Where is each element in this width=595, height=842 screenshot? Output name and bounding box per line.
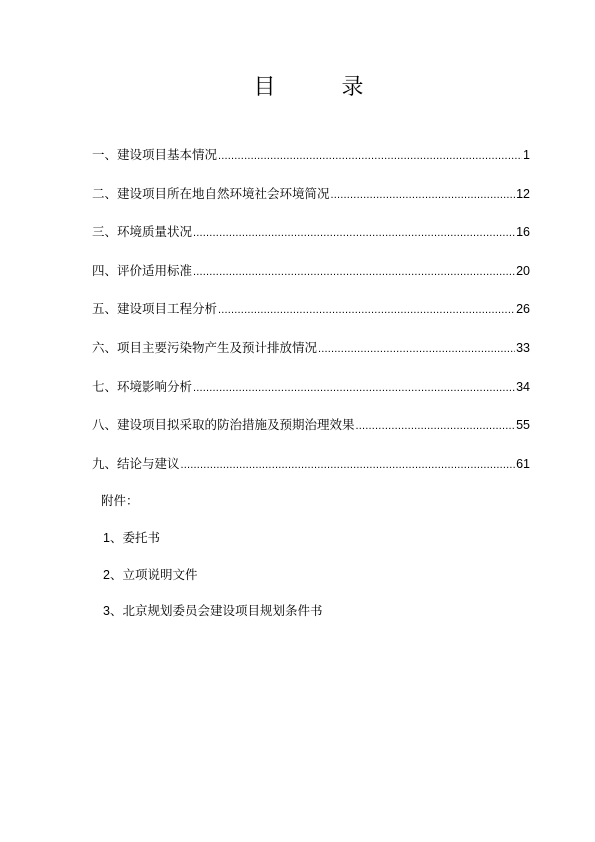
toc-dot-leader: [193, 262, 515, 282]
page-title: 目 录: [253, 75, 386, 100]
attachment-number: 1: [103, 531, 110, 545]
toc-entry-label: 五、建设项目工程分析: [92, 301, 218, 317]
toc-entry-page: 61: [516, 456, 530, 471]
toc-dot-leader: [218, 300, 515, 320]
toc-entry-page: 16: [516, 225, 530, 240]
toc-entry-page: 34: [516, 379, 530, 394]
toc-entry[interactable]: [92, 415, 530, 454]
table-of-contents: [92, 145, 530, 492]
attachment-separator: 、: [109, 530, 123, 545]
toc-entry-page: 33: [516, 340, 530, 355]
toc-dot-leader: [318, 339, 515, 359]
attachment-text: 立项说明文件: [122, 566, 198, 582]
toc-dot-leader: [193, 223, 515, 243]
toc-dot-leader: [193, 378, 515, 398]
attachment-text: 委托书: [122, 530, 160, 545]
toc-entry[interactable]: [92, 299, 530, 338]
toc-entry-label: 八、建设项目拟采取的防治措施及预期治理效果: [92, 417, 355, 433]
toc-entry-label: 四、评价适用标准: [92, 262, 193, 278]
attachment-item: [103, 601, 322, 638]
toc-entry-page: 26: [516, 302, 530, 317]
attachment-item: [103, 565, 322, 602]
attachment-list: [103, 528, 322, 638]
toc-dot-leader: [218, 146, 522, 166]
appendix-heading: 附件：: [101, 493, 139, 508]
toc-entry-label: 六、项目主要污染物产生及预计排放情况: [92, 339, 318, 355]
toc-entry[interactable]: [92, 145, 530, 184]
attachment-number: 2: [103, 567, 110, 582]
toc-entry-page: 55: [516, 418, 530, 433]
toc-dot-leader: [331, 185, 516, 205]
toc-entry[interactable]: [92, 338, 530, 377]
toc-entry-page: 12: [516, 186, 530, 201]
toc-entry[interactable]: [92, 222, 530, 261]
toc-entry-label: 九、结论与建议: [92, 455, 180, 471]
attachment-text: 北京规划委员会建设项目规划条件书: [122, 603, 323, 618]
attachment-item: [103, 528, 322, 565]
toc-entry[interactable]: [92, 454, 530, 493]
toc-entry-label: 七、环境影响分析: [92, 378, 193, 394]
attachment-number: 3: [103, 604, 110, 618]
toc-dot-leader: [181, 455, 516, 475]
toc-entry[interactable]: [92, 261, 530, 300]
toc-entry[interactable]: [92, 377, 530, 416]
toc-entry[interactable]: [92, 184, 530, 223]
toc-entry-label: 一、建设项目基本情况: [92, 147, 218, 162]
toc-dot-leader: [356, 416, 516, 436]
attachment-separator: 、: [109, 603, 123, 618]
toc-entry-page: 1: [523, 148, 530, 162]
toc-entry-label: 三、环境质量状况: [92, 224, 193, 240]
attachment-separator: 、: [109, 566, 123, 582]
toc-entry-page: 20: [516, 263, 530, 278]
toc-entry-label: 二、建设项目所在地自然环境社会环境简况: [92, 185, 330, 201]
